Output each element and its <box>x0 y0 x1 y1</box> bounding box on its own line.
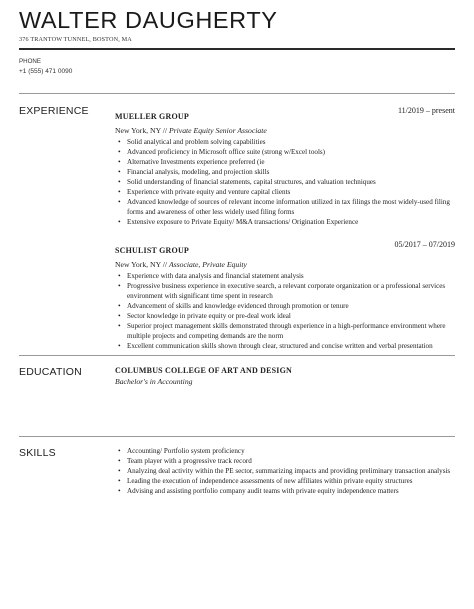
list-item: • Alternative Investments experience preferred (ie <box>127 157 455 167</box>
degree <box>115 377 455 386</box>
skills-entry <box>115 446 455 496</box>
section-divider <box>19 355 455 356</box>
degree-title: Bachelor's in Accounting <box>115 377 193 386</box>
experience-entry <box>115 240 455 351</box>
list-item: • Advancement of skills and knowledge evidenced through promotion or tenure <box>127 301 455 311</box>
list-item: • Superior project management skills demonstrated through experience in a high-performance environment where multiple projects and competing demands are the norm <box>127 321 455 341</box>
job-title: Associate, Private Equity <box>168 260 247 269</box>
job-location: New York, NY <box>115 126 161 135</box>
school-name: COLUMBUS COLLEGE OF ART AND DESIGN <box>115 366 292 375</box>
company-name: MUELLER GROUP <box>115 112 189 121</box>
candidate-name: WALTER DAUGHERTY <box>19 7 278 33</box>
job-location-role <box>115 260 455 269</box>
experience-entry <box>115 106 455 227</box>
experience-section-title: EXPERIENCE <box>19 105 89 117</box>
phone-label: PHONE <box>19 58 42 65</box>
skills-section-title: SKILLS <box>19 447 56 459</box>
list-item: • Solid analytical and problem solving capabilities <box>127 137 455 147</box>
list-item: • Experience with data analysis and financial statement analysis <box>127 271 455 281</box>
header-divider <box>19 48 455 50</box>
list-item: • Sector knowledge in private equity or pre-deal work ideal <box>127 311 455 321</box>
job-dates: 11/2019 – present <box>397 106 455 115</box>
job-location-role <box>115 126 455 135</box>
company-name: SCHULIST GROUP <box>115 246 190 255</box>
job-dates: 05/2017 – 07/2019 <box>394 240 455 249</box>
job-bullet-list <box>115 271 455 351</box>
job-bullet-list <box>115 137 455 227</box>
list-item: • Experience with private equity and venture capital clients <box>127 187 455 197</box>
list-item: • Team player with a progressive track record <box>127 456 455 466</box>
location-role-separator: // <box>160 260 169 269</box>
list-item: • Solid understanding of financial statements, capital structures, and valuation techniques <box>127 177 455 187</box>
phone-number: +1 (555) 471 0090 <box>19 68 73 75</box>
list-item: • Extensive exposure to Private Equity/ M&A transactions/ Origination Experience <box>127 217 455 227</box>
education-entry <box>115 366 455 386</box>
list-item: • Accounting/ Portfolio system proficiency <box>127 446 455 456</box>
location-role-separator: // <box>160 126 169 135</box>
list-item: • Financial analysis, modeling, and projection skills <box>127 167 455 177</box>
job-title: Private Equity Senior Associate <box>168 126 267 135</box>
list-item: • Excellent communication skills shown through clear, structured and concise written and verbal presentation <box>127 341 455 351</box>
section-divider <box>19 93 455 94</box>
section-divider <box>19 436 455 437</box>
list-item: • Advising and assisting portfolio company audit teams with private equity independence matters <box>127 486 455 496</box>
list-item: • Progressive business experience in executive search, a relevant corporate organization or a professional services environment with significant time spent in research <box>127 281 455 301</box>
skills-list <box>115 446 455 496</box>
candidate-address: 376 TRANTOW TUNNEL, BOSTON, MA <box>19 36 132 43</box>
list-item: • Analyzing deal activity within the PE sector, summarizing impacts and providing preliminary transaction analysis <box>127 466 455 476</box>
list-item: • Advanced knowledge of sources of relevant income information utilized in tax filings the most widely-used filing forms and awareness of other less widely used filing forms <box>127 197 455 217</box>
education-section-title: EDUCATION <box>19 366 82 378</box>
job-location: New York, NY <box>115 260 161 269</box>
list-item: • Leading the execution of independence assessments of new affiliates within private equity structures <box>127 476 455 486</box>
list-item: • Advanced proficiency in Microsoft office suite (strong w/Excel tools) <box>127 147 455 157</box>
